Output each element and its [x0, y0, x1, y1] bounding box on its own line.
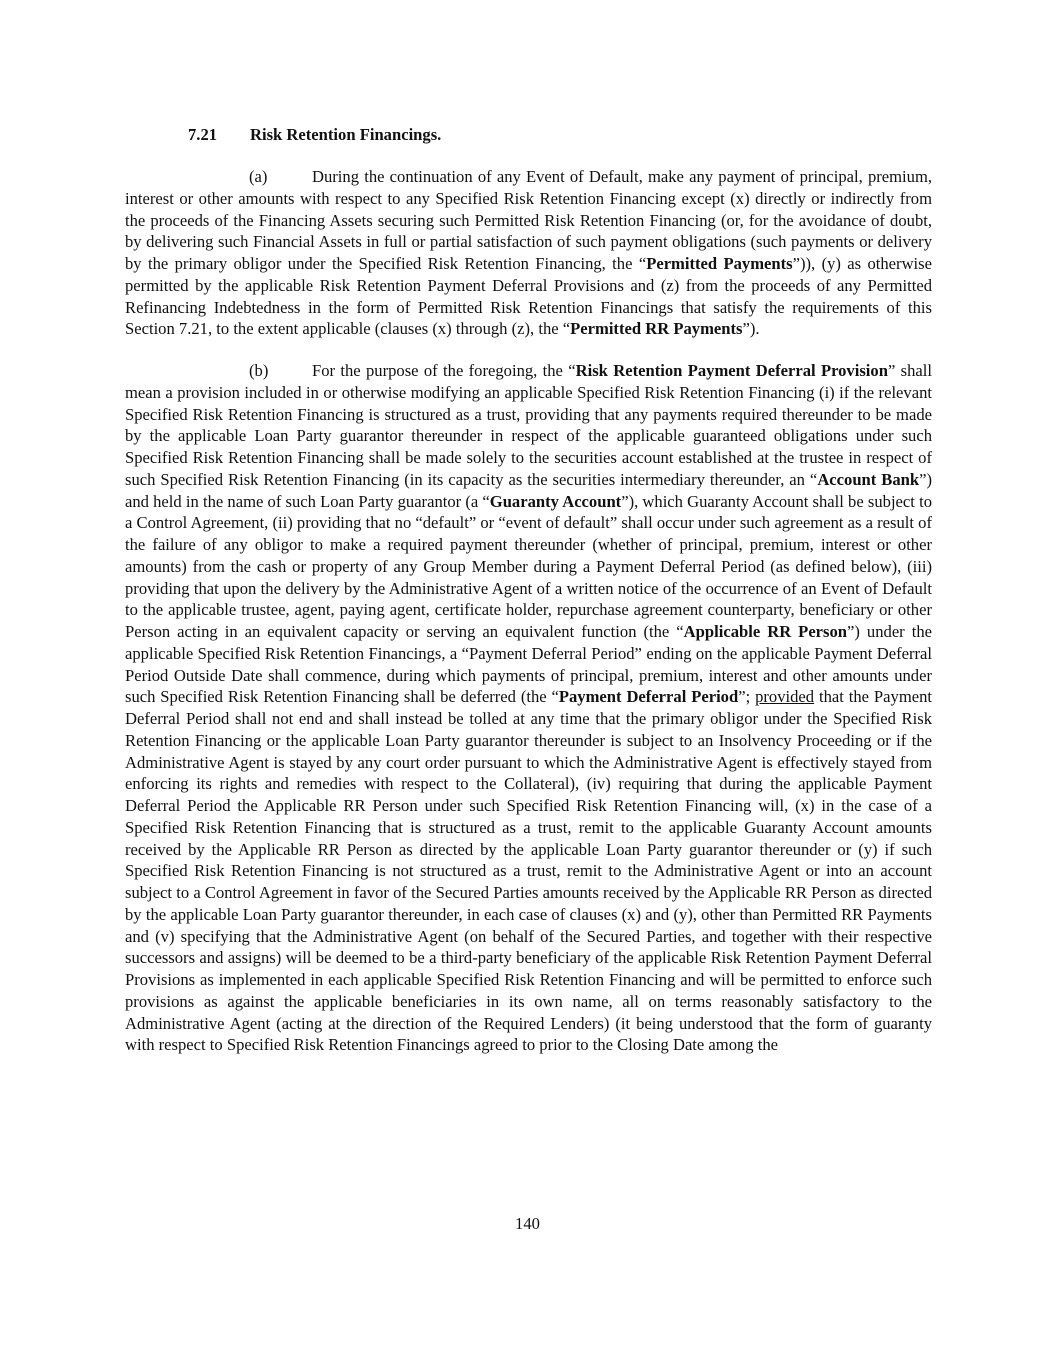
page-number: 140 [515, 1214, 540, 1233]
paragraph-a-label: (a) [249, 167, 268, 186]
paragraph-a-text-1: During the continuation of any Event of Default, make any payment of principal, premium, interest or other amounts with respect to any Specified Risk Retention Financing except (x) directly or indirectly from the proceeds of the Financing Assets securing such Permitted Risk Retention Financing (or, for the avoidance of doubt, by delivering such Financial Assets in full or partial satisfaction of such payment obligations (such payments or delivery by the primary obligor under the Specified Risk Retention Financing, the “ [125, 167, 932, 273]
paragraph-b-text-1: For the purpose of the foregoing, the “ [312, 361, 576, 380]
paragraph-b-text-2: ” shall mean a provision included in or otherwise modifying an applicable Specified Risk Retention Financing (i) if the relevant Specified Risk Retention Financing is structured as a trust, providing that any payments required thereunder to be made by the applicable Loan Party guarantor thereunder in respect of the applicable guaranteed obligations under such Specified Risk Retention Financing shall be made solely to the securities account established at the trustee in respect of such Specified Risk Retention Financing (in its capacity as the securities intermediary thereunder, an “ [125, 361, 932, 489]
paragraph-b-text-7: that the Payment Deferral Period shall not end and shall instead be tolled at any time that the primary obligor under the Specified Risk Retention Financing or the applicable Loan Party guarantor thereunder is subject to an Insolvency Proceeding or if the Administrative Agent is stayed by any court order pursuant to which the Administrative Agent is effectively stayed from enforcing its rights and remedies with respect to the Collateral), (iv) requiring that during the applicable Payment Deferral Period the Applicable RR Person under such Specified Risk Retention Financing will, (x) in the case of a Specified Risk Retention Financing that is structured as a trust, remit to the applicable Guaranty Account amounts received by the Applicable RR Person as directed by the applicable Loan Party guarantor thereunder or (y) if such Specified Risk Retention Financing is not structured as a trust, remit to the Administrative Agent or into an account subject to a Control Agreement in favor of the Secured Parties amounts received by the Applicable RR Person as directed by the applicable Loan Party guarantor thereunder, in each case of clauses (x) and (y), other than Permitted RR Payments and (v) specifying that the Administrative Agent (on behalf of the Secured Parties, and together with their respective successors and assigns) will be deemed to be a third-party beneficiary of the applicable Risk Retention Payment Deferral Provisions as implemented in each applicable Specified Risk Retention Financing and will be permitted to enforce such provisions as against the applicable beneficiaries in its own name, all on terms reasonably satisfactory to the Administrative Agent (acting at the direction of the Required Lenders) (it being understood that the form of guaranty with respect to Specified Risk Retention Financings agreed to prior to the Closing Date among the [125, 687, 932, 1055]
paragraph-b [125, 360, 932, 1056]
paragraph-b-text-4: ”), which Guaranty Account shall be subject to a Control Agreement, (ii) providing that no “default” or “event of default” shall occur under such agreement as a result of the failure of any obligor to make a required payment thereunder (whether of principal, premium, interest or other amounts) from the cash or property of any Group Member during a Payment Deferral Period (as defined below), (iii) providing that upon the delivery by the Administrative Agent of a written notice of the occurrence of an Event of Default to the applicable trustee, agent, paying agent, certificate holder, repurchase agreement counterparty, beneficiary or other Person acting in an equivalent capacity or serving an equivalent function (the “ [125, 491, 932, 641]
defined-term-account-bank: Account Bank [817, 469, 920, 489]
defined-term-payment-deferral-period: Payment Deferral Period [558, 687, 739, 707]
paragraph-a [125, 166, 932, 340]
paragraph-b-text-6: ”; [738, 687, 756, 707]
paragraph-b-text-5: ”) under the applicable Specified Risk Retention Financings, a “Payment Deferral Period” ending on the applicable Payment Deferral Period Outside Date shall commence, during which payments of principal, premium, interest and other amounts under such Specified Risk Retention Financing shall be deferred (the “ [125, 622, 932, 707]
defined-term-applicable-rr-person: Applicable RR Person [683, 622, 848, 641]
section-heading [188, 124, 932, 146]
document-page [125, 124, 932, 1056]
defined-term-risk-retention-payment-deferral-provision: Risk Retention Payment Deferral Provision [575, 361, 888, 380]
paragraph-a-text-3: ”). [742, 319, 760, 339]
paragraph-b-text-3: ”) and held in the name of such Loan Party guarantor (a “ [125, 469, 933, 511]
section-number: 7.21 [188, 125, 218, 144]
paragraph-a-text-2: ”)), (y) as otherwise permitted by the applicable Risk Retention Payment Deferral Provisions and (z) from the proceeds of any Permitted Refinancing Indebtedness in the form of Permitted Risk Retention Financings that satisfy the requirements of this Section 7.21, to the extent applicable (clauses (x) through (z), the “ [125, 254, 932, 339]
section-title: Risk Retention Financings. [250, 125, 442, 144]
defined-term-guaranty-account: Guaranty Account [489, 491, 622, 511]
defined-term-permitted-payments: Permitted Payments [646, 254, 793, 273]
paragraph-b-label: (b) [249, 361, 269, 380]
underlined-provided: provided [755, 687, 815, 707]
defined-term-permitted-rr-payments: Permitted RR Payments [570, 319, 743, 339]
